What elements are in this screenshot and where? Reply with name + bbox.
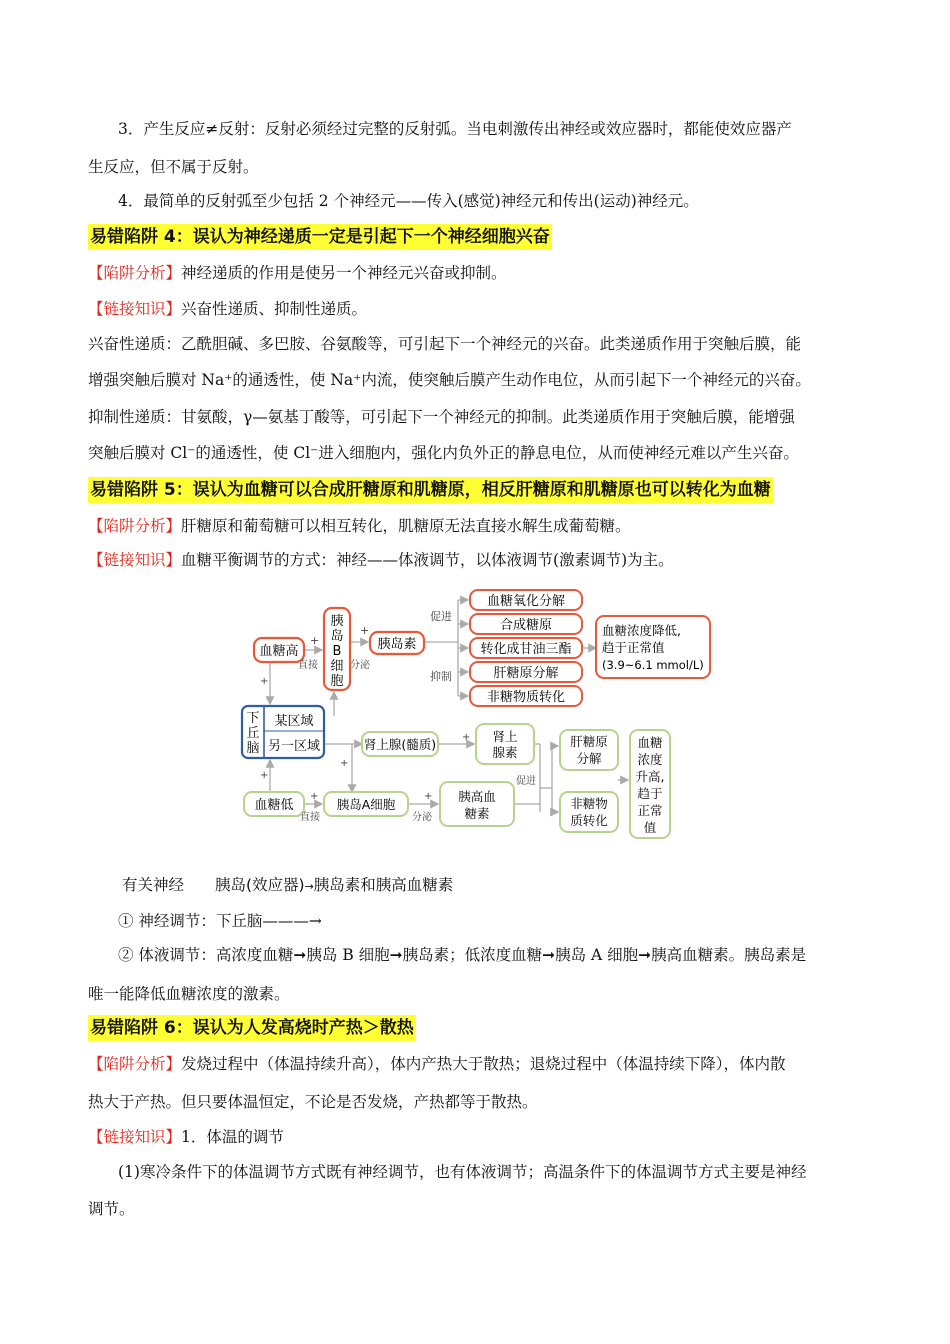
node-glucagon: 胰高血 <box>458 789 496 804</box>
thermo-line2: 调节。 <box>88 1200 135 1218</box>
plus-sign: + <box>462 732 471 743</box>
trap4-analysis <box>88 262 507 284</box>
node-insulin: 胰岛素 <box>377 637 417 652</box>
result-increase: 浓度 <box>637 752 663 767</box>
link-text: 兴奋性递质、抑制性递质。 <box>181 300 368 318</box>
promote-item: 合成糖原 <box>499 618 553 633</box>
para-reflex-3-line1: 3．产生反应≠反射：反射必须经过完整的反射弧。当电刺激传出神经或效应器时，都能使效应器产 <box>118 120 792 138</box>
plus-sign: + <box>424 791 433 802</box>
trap5-title: 易错陷阱 5：误认为血糖可以合成肝糖原和肌糖原，相反肝糖原和肌糖原也可以转化为血糖 <box>88 477 773 503</box>
node-adrenaline: 腺素 <box>492 745 518 760</box>
result-increase: 趋于 <box>637 786 663 801</box>
inhibitory-line1: 抑制性递质：甘氨酸，γ—氨基丁酸等，可引起下一个神经元的抑制。此类递质作用于突触后膜，能增强 <box>88 408 795 426</box>
regulation-humoral-line1: ② 体液调节：高浓度血糖➞胰岛 B 细胞➞胰岛素；低浓度血糖➞胰岛 A 细胞➞胰高血糖素。胰岛素是 <box>118 946 807 964</box>
plus-sign: + <box>310 791 319 802</box>
link-text: 1．体温的调节 <box>181 1128 284 1146</box>
blood-glucose-regulation-diagram <box>230 580 704 842</box>
node-high-glucose: 血糖高 <box>259 644 299 659</box>
nerve-a: 有关神经 <box>122 876 185 894</box>
analysis-text: 发烧过程中（体温持续升高），体内产热大于散热；退烧过程中（体温持续下降），体内散 <box>181 1055 786 1073</box>
analysis-text: 神经递质的作用是使另一个神经元兴奋或抑制。 <box>181 264 507 282</box>
trap6-link <box>88 1126 284 1148</box>
analysis-text: 肝糖原和葡萄糖可以相互转化，肌糖原无法直接水解生成葡萄糖。 <box>181 517 631 535</box>
label-inhibit: 抑制 <box>430 670 452 683</box>
result-increase: 升高, <box>635 769 665 784</box>
result-decrease: (3.9~6.1 mmol/L) <box>602 658 704 672</box>
hypo-char: 丘 <box>246 726 260 741</box>
node-glucagon: 糖素 <box>464 806 490 821</box>
plus-sign: + <box>260 770 269 781</box>
trap5-link <box>88 549 674 571</box>
hypo-char: 脑 <box>246 741 260 756</box>
analysis-tag: 【陷阱分析】 <box>88 264 182 282</box>
link-tag: 【链接知识】 <box>88 1128 182 1146</box>
nerve-b: 胰岛(效应器) <box>214 876 305 894</box>
link-tag: 【链接知识】 <box>88 551 182 569</box>
excitatory-line1: 兴奋性递质：乙酰胆碱、多巴胺、谷氨酸等，可引起下一个神经元的兴奋。此类递质作用于突触后膜，能 <box>88 335 802 353</box>
label-secrete: 分泌 <box>412 812 432 823</box>
hypo-region-b: 另一区域 <box>267 739 321 754</box>
hypo-char: 下 <box>246 711 260 726</box>
label-promote: 促进 <box>516 776 536 787</box>
node-gluconeogenesis: 非糖物 <box>570 796 608 811</box>
analysis-tag: 【陷阱分析】 <box>88 517 182 535</box>
link-tag: 【链接知识】 <box>88 300 182 318</box>
plus-sign: + <box>340 758 349 769</box>
para-reflex-4: 4．最简单的反射弧至少包括 2 个神经元——传入(感觉)神经元和传出(运动)神经元。 <box>118 192 699 210</box>
label-promote: 促进 <box>430 610 452 623</box>
nerve-path <box>122 874 453 898</box>
plus-sign: + <box>310 634 320 647</box>
inhibit-item: 肝糖原分解 <box>493 666 559 681</box>
result-increase: 正常 <box>637 803 663 818</box>
plus-sign: + <box>360 624 370 637</box>
thermo-line1: (1)寒冷条件下的体温调节方式既有神经调节，也有体液调节；高温条件下的体温调节方式主要是神经 <box>118 1163 807 1181</box>
trap6-analysis-line1 <box>88 1053 786 1075</box>
regulation-humoral-line2: 唯一能降低血糖浓度的激素。 <box>88 985 290 1003</box>
trap4-title: 易错陷阱 4：误认为神经递质一定是引起下一个神经细胞兴奋 <box>88 224 552 250</box>
node-low-glucose: 血糖低 <box>254 798 294 813</box>
trap5-analysis <box>88 515 631 537</box>
trap6-title: 易错陷阱 6：误认为人发高烧时产热＞散热 <box>88 1015 416 1041</box>
node-alpha-cell: 胰岛A细胞 <box>336 797 396 812</box>
node-adrenaline: 肾上 <box>492 729 518 744</box>
inhibit-item: 非糖物质转化 <box>486 690 566 705</box>
node-glycogenolysis: 分解 <box>576 751 602 766</box>
hypo-region-a: 某区域 <box>274 714 314 729</box>
trap4-link <box>88 298 367 320</box>
beta-char: 岛 <box>330 629 344 644</box>
arrow-icon: → <box>304 880 314 893</box>
beta-char: 胰 <box>330 614 344 629</box>
beta-char: 胞 <box>330 674 344 689</box>
label-direct: 直接 <box>298 660 318 671</box>
inhibitory-line2: 突触后膜对 Cl⁻的通透性，使 Cl⁻进入细胞内，强化内负外正的静息电位，从而使神经元难以产生兴奋。 <box>88 444 799 462</box>
result-decrease: 趋于正常值 <box>602 640 665 655</box>
result-increase: 血糖 <box>637 735 663 750</box>
node-glycogenolysis: 肝糖原 <box>570 734 608 749</box>
para-reflex-3-line2: 生反应，但不属于反射。 <box>88 158 259 176</box>
trap6-analysis-line2: 热大于产热。但只要体温恒定，不论是否发烧，产热都等于散热。 <box>88 1093 538 1111</box>
link-text: 血糖平衡调节的方式：神经——体液调节，以体液调节(激素调节)为主。 <box>181 551 674 569</box>
regulation-neural: ① 神经调节：下丘脑———→ <box>118 912 322 930</box>
excitatory-line2: 增强突触后膜对 Na⁺的通透性，使 Na⁺内流，使突触后膜产生动作电位，从而引起下一个神经元的兴奋。 <box>88 371 811 389</box>
label-secrete: 分泌 <box>350 660 370 671</box>
plus-sign: + <box>260 676 269 687</box>
promote-item: 血糖氧化分解 <box>486 594 566 609</box>
label-direct: 直接 <box>300 812 320 823</box>
node-adrenal-medulla: 肾上腺(髓质) <box>363 737 437 752</box>
beta-char: 细 <box>330 659 344 674</box>
promote-item: 转化成甘油三酯 <box>480 642 572 657</box>
nerve-c: 胰岛素和胰高血糖素 <box>313 876 454 894</box>
result-increase: 值 <box>643 820 657 835</box>
node-gluconeogenesis: 质转化 <box>570 813 608 828</box>
result-decrease: 血糖浓度降低, <box>602 623 681 638</box>
beta-char: B <box>332 644 342 659</box>
analysis-tag: 【陷阱分析】 <box>88 1055 182 1073</box>
